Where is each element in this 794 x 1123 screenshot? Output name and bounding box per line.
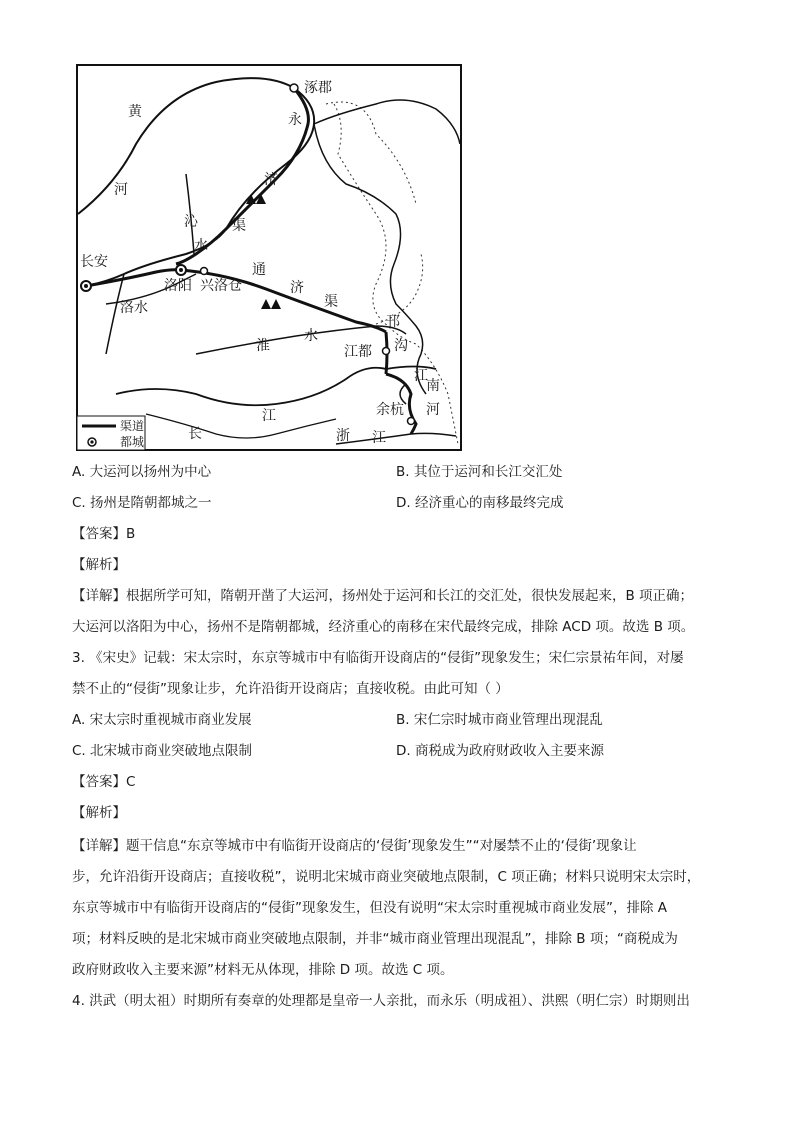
q2-option-a: A. 大运河以扬州为中心 xyxy=(72,464,212,480)
label-shui: 水 xyxy=(194,238,208,254)
label-ji: 济 xyxy=(264,172,278,188)
legend-canal-label: 渠道 xyxy=(120,419,145,433)
city-marker-jiangdu xyxy=(383,348,390,355)
q2-option-b: B. 其位于运河和长江交汇处 xyxy=(396,464,563,480)
canal-map xyxy=(76,64,462,451)
q2-answer xyxy=(72,524,135,544)
map-svg xyxy=(76,64,462,451)
q3-option-a: A. 宋太宗时重视城市商业发展 xyxy=(72,712,252,728)
label-jiang2: 江 xyxy=(372,430,386,446)
label-yuhang: 余杭 xyxy=(376,402,404,418)
label-yong: 永 xyxy=(288,112,302,128)
label-changan: 长安 xyxy=(80,254,108,270)
answer-value: B xyxy=(126,526,136,542)
label-shui2: 水 xyxy=(304,328,318,344)
label-zhuojun: 涿郡 xyxy=(304,80,332,96)
answer-value: C xyxy=(126,774,136,790)
city-marker-xingluocang xyxy=(201,268,208,275)
label-luoshui: 洛水 xyxy=(120,300,148,316)
label-chang: 长 xyxy=(188,426,202,442)
label-gou: 沟 xyxy=(394,338,408,354)
label-jiangdu: 江都 xyxy=(344,344,372,360)
legend-capital-label: 都城 xyxy=(120,435,145,449)
detail-tag: 【详解】 xyxy=(72,838,126,854)
label-nan: 南 xyxy=(426,378,440,394)
detail-tag: 【详解】 xyxy=(72,588,126,604)
label-he2: 河 xyxy=(426,402,440,418)
q3-option-b: B. 宋仁宗时城市商业管理出现混乱 xyxy=(396,712,603,728)
q3-detail-line2: 步，允许沿街开设商店；直接收税”，说明北宋城市商业突破地点限制，C 项正确；材料只说明宋太宗时， xyxy=(72,869,701,885)
q2-option-c: C. 扬州是隋朝都城之一 xyxy=(72,495,212,511)
city-marker-zhuojun xyxy=(290,84,298,92)
label-han: 邗 xyxy=(386,314,400,330)
label-jiang: 江 xyxy=(414,368,428,384)
label-qu: 渠 xyxy=(232,218,246,234)
q2-detail-line2: 大运河以洛阳为中心，扬州不是隋朝都城，经济重心的南移在宋代最终完成，排除 ACD 项。故选 B 项。 xyxy=(72,619,695,635)
q3-detail-line5: 政府财政收入主要来源”材料无从体现，排除 D 项。故选 C 项。 xyxy=(72,962,454,978)
q3-option-d: D. 商税成为政府财政收入主要来源 xyxy=(396,743,604,759)
q3-analysis-tag: 【解析】 xyxy=(72,805,126,821)
q4-stem-line1: 4. 洪武（明太祖）时期所有奏章的处理都是皇帝一人亲批，而永乐（明成祖）、洪熙（明仁宗）时期则出 xyxy=(72,993,690,1009)
label-huai: 淮 xyxy=(256,338,270,354)
q3-detail-line3: 东京等城市中有临街开设商店的“侵街”现象发生，但没有说明“宋太宗时重视城市商业发展”，排除 A xyxy=(72,900,668,916)
answer-tag: 【答案】 xyxy=(72,526,126,542)
q3-answer xyxy=(72,772,135,792)
label-huang: 黄 xyxy=(128,104,142,120)
map-legend xyxy=(77,416,145,450)
label-ji2: 济 xyxy=(290,280,304,296)
q3-detail-line1: 【详解】题干信息“东京等城市中有临街开设商店的‘侵街’现象发生”“对屡禁不止的‘侵街’现象让 xyxy=(72,838,637,854)
label-qin: 沁 xyxy=(184,214,198,230)
label-jiang3: 江 xyxy=(262,408,276,424)
q2-analysis-tag: 【解析】 xyxy=(72,557,126,573)
label-zhe: 浙 xyxy=(336,428,350,444)
q3-stem-line2: 禁不止的“侵街”现象让步，允许沿街开设商店；直接收税。由此可知（ ） xyxy=(72,681,509,697)
label-xingluocang: 兴洛仓 xyxy=(200,278,242,294)
label-qu2: 渠 xyxy=(324,294,338,310)
label-he: 河 xyxy=(114,182,128,198)
q3-option-c: C. 北宋城市商业突破地点限制 xyxy=(72,743,253,759)
answer-tag: 【答案】 xyxy=(72,774,126,790)
q2-detail-line1: 【详解】根据所学可知，隋朝开凿了大运河，扬州处于运河和长江的交汇处，很快发展起来，B 项正确； xyxy=(72,588,694,604)
label-tong: 通 xyxy=(252,262,266,278)
label-luoyang: 洛阳 xyxy=(164,278,192,294)
q3-stem-line1: 3. 《宋史》记载：宋太宗时，东京等城市中有临街开设商店的“侵街”现象发生；宋仁宗景祐年间，对屡 xyxy=(72,650,684,666)
q2-option-d: D. 经济重心的南移最终完成 xyxy=(396,495,564,511)
q3-detail-line4: 项；材料反映的是北宋城市商业突破地点限制，并非“城市商业管理出现混乱”，排除 B 项；“商税成为 xyxy=(72,931,678,947)
city-marker-yuhang xyxy=(408,418,415,425)
